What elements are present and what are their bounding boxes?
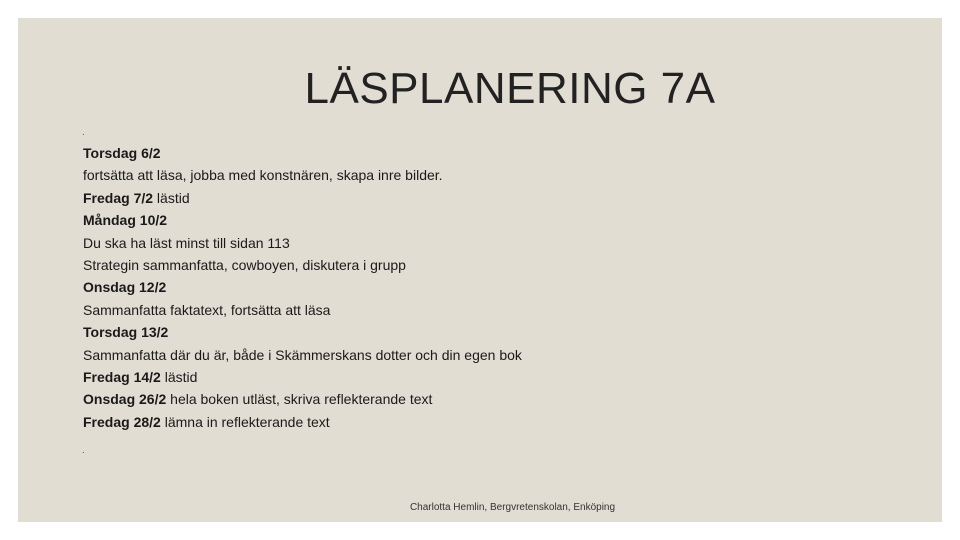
schedule-text: lämna in reflekterande text [160, 413, 330, 430]
schedule-line [83, 388, 903, 410]
slide [18, 18, 942, 522]
schedule-text: Sammanfatta där du är, både i Skämmerskans dotter och din egen bok [83, 346, 522, 363]
schedule-line [83, 187, 903, 209]
schedule-line [83, 209, 903, 231]
schedule-text: Sammanfatta faktatext, fortsätta att läsa [83, 301, 331, 318]
schedule-line [83, 321, 903, 343]
schedule-text: hela boken utläst, skriva reflekterande text [166, 391, 433, 408]
footer-credit: Charlotta Hemlin, Bergvretenskolan, Enköping [409, 502, 616, 513]
schedule-day: Fredag 14/2 [83, 369, 161, 386]
schedule-text: Strategin sammanfatta, cowboyen, diskutera i grupp [83, 257, 406, 274]
schedule-day: Torsdag 6/2 [83, 145, 161, 161]
schedule-line [83, 254, 903, 276]
schedule-day: Fredag 28/2 [83, 413, 161, 430]
schedule-day: Onsdag 12/2 [83, 279, 167, 296]
schedule-line [83, 232, 903, 254]
schedule-line [83, 366, 903, 388]
bullet-dot-bottom: . [82, 445, 85, 456]
schedule-line [83, 411, 903, 433]
schedule-day: Onsdag 26/2 [83, 391, 167, 408]
schedule-day: Fredag 7/2 [83, 189, 154, 206]
schedule-day: Måndag 10/2 [83, 212, 168, 229]
schedule-line [83, 276, 903, 298]
schedule-text: Du ska ha läst minst till sidan 113 [83, 234, 290, 251]
slide-title: LÄSPLANERING 7A [304, 64, 716, 113]
schedule-text: lästid [160, 369, 198, 386]
bullet-dot-top: . [82, 127, 85, 138]
schedule-line [83, 142, 903, 164]
schedule-text: lästid [153, 189, 190, 206]
schedule-text: fortsätta att läsa, jobba med konstnären, skapa inre bilder. [83, 167, 443, 184]
schedule-line [83, 299, 903, 321]
schedule-line [83, 164, 903, 186]
schedule-body [83, 142, 903, 433]
schedule-day: Torsdag 13/2 [83, 324, 169, 341]
schedule-line [83, 344, 903, 366]
